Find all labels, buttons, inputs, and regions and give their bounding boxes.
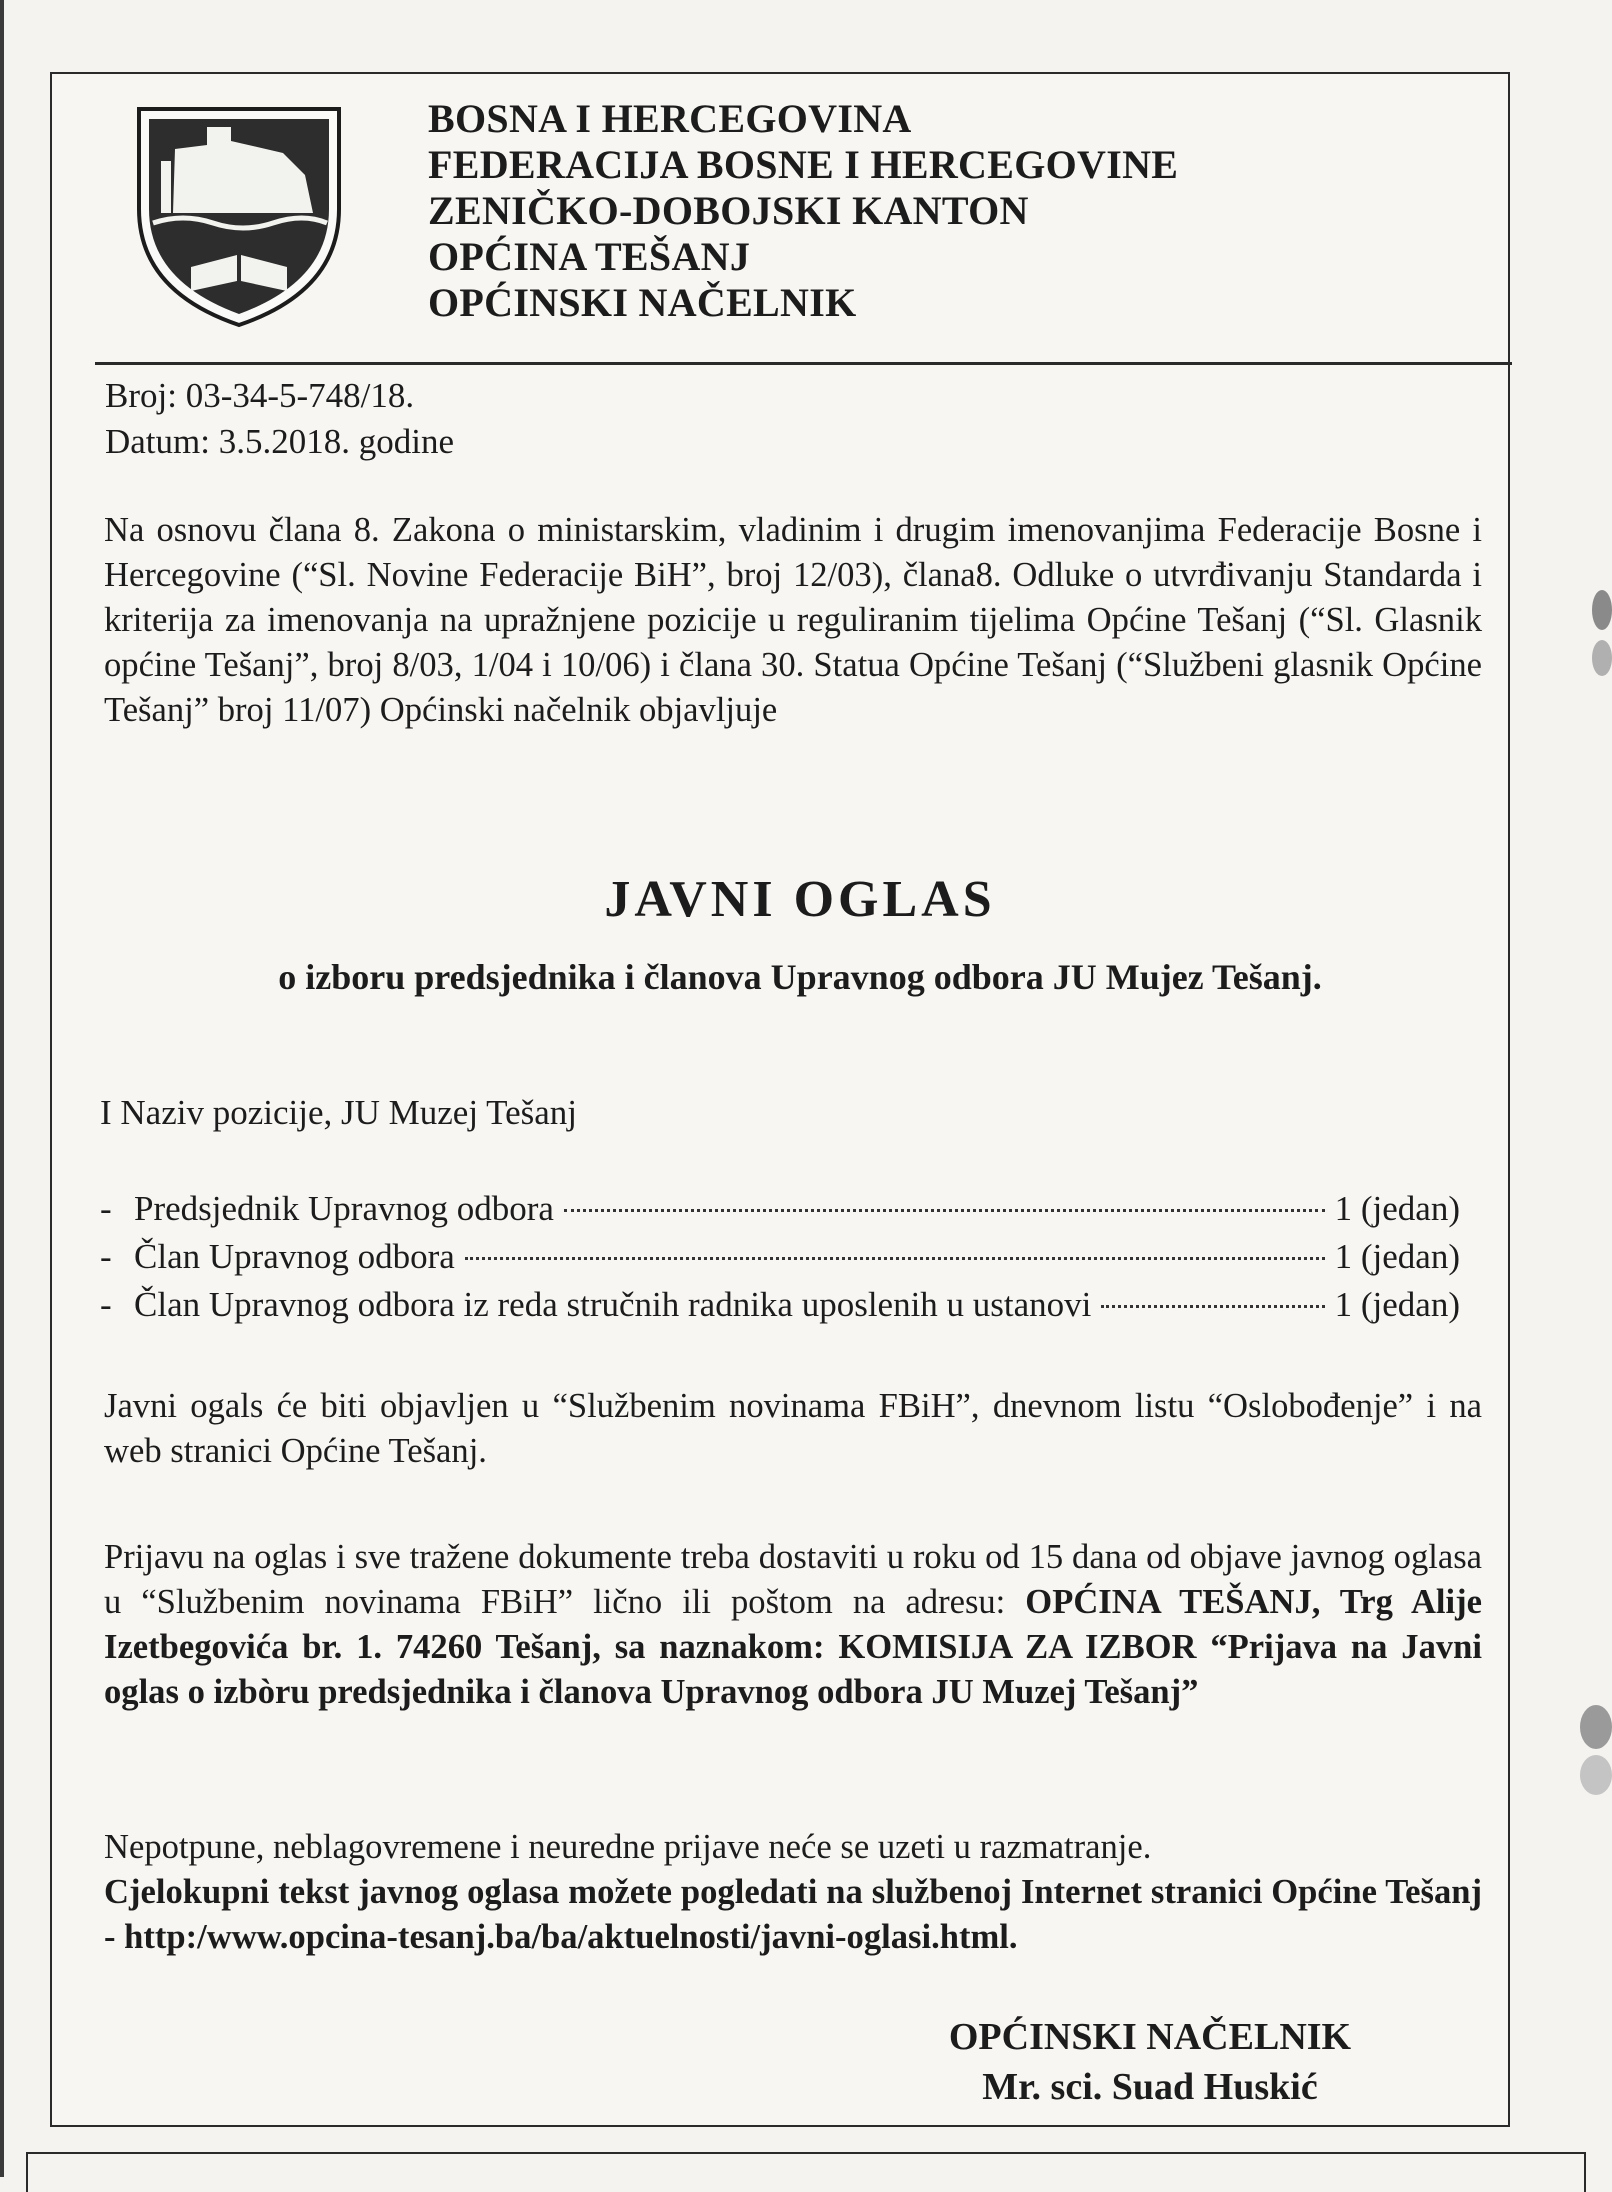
reference-number: Broj: 03-34-5-748/18. — [105, 376, 415, 415]
header-country: BOSNA I HERCEGOVINA — [428, 96, 912, 141]
reference-block — [105, 373, 454, 465]
signature-block — [925, 2012, 1375, 2112]
scan-mark — [1580, 1755, 1612, 1795]
list-item — [100, 1185, 1460, 1233]
position-label: Predsjednik Upravnog odbora — [134, 1189, 554, 1228]
dot-leader — [1101, 1305, 1324, 1308]
position-count: 1 (jedan) — [1334, 1189, 1460, 1228]
scan-mark — [1592, 640, 1612, 676]
signature-name: Mr. sci. Suad Huskić — [982, 2066, 1318, 2108]
next-notice-border — [26, 2152, 1586, 2192]
application-text: Prijavu na oglas i sve tražene dokumente treba dostaviti u roku od 15 dana od objave javnog oglasa u “Službenim novinama FBiH” lično ili poštom na adresu: — [104, 1538, 1482, 1621]
notice-paragraph — [104, 1825, 1482, 1960]
section-heading: I Naziv pozicije, JU Muzej Tešanj — [100, 1093, 578, 1132]
notice-title: JAVNI OGLAS — [604, 871, 996, 928]
dot-leader — [465, 1257, 1325, 1260]
publication-paragraph: Javni ogals će biti objavljen u “Službenim novinama FBiH”, dnevnom listu “Oslobođenje” i na web stranici Općine Tešanj. — [104, 1387, 1482, 1470]
incomplete-applications-note: Nepotpune, neblagovremene i neuredne prijave neće se uzeti u razmatranje. — [104, 1828, 1152, 1866]
list-item — [100, 1233, 1460, 1281]
header-municipality: OPĆINA TEŠANJ — [428, 234, 751, 279]
scan-mark — [1580, 1705, 1612, 1749]
institution-header — [428, 96, 1178, 326]
scan-mark — [1592, 590, 1612, 630]
header-federation: FEDERACIJA BOSNE I HERCEGOVINE — [428, 142, 1179, 187]
header-divider — [95, 362, 1512, 365]
list-item — [100, 1281, 1460, 1329]
list-bullet: - — [100, 1285, 112, 1324]
notice-subtitle: o izboru predsjednika i članova Upravnog odbora JU Mujez Tešanj. — [278, 957, 1322, 997]
header-office: OPĆINSKI NAČELNIK — [428, 280, 857, 325]
application-paragraph — [104, 1535, 1482, 1715]
position-label: Član Upravnog odbora — [134, 1237, 455, 1276]
page-edge — [0, 0, 4, 2177]
dot-leader — [564, 1209, 1325, 1212]
full-text-link-note: Cjelokupni tekst javnog oglasa možete pogledati na službenoj Internet stranici Općine Tešanj - http:/www.opcina-tesanj.ba/ba/aktuelnosti/javni-oglasi.html. — [104, 1873, 1482, 1956]
intro-paragraph: Na osnovu člana 8. Zakona o ministarskim, vladinim i drugim imenovanjima Federacije Bosne i Hercegovine (“Sl. Novine Federacije BiH”, broj 12/03), člana8. Odluke o utvrđivanju Standarda i kriterija za imenovanja na upražnjene pozicije u reguliranim tijelima Općine Tešanj (“Sl. Glasnik općine Tešanj”, broj 8/03, 1/04 i 10/06) i člana 30. Statua Općine Tešanj (“Službeni glasnik Općine Tešanj” broj 11/07) Općinski načelnik objavljuje — [104, 511, 1482, 729]
position-label: Član Upravnog odbora iz reda stručnih radnika uposlenih u ustanovi — [134, 1285, 1092, 1324]
reference-date: Datum: 3.5.2018. godine — [105, 422, 454, 461]
signature-title: OPĆINSKI NAČELNIK — [948, 2016, 1352, 2058]
list-bullet: - — [100, 1237, 112, 1276]
header-canton: ZENIČKO-DOBOJSKI KANTON — [428, 188, 1029, 233]
positions-list — [100, 1185, 1460, 1329]
application-address: OPĆINA TEŠANJ, Trg Alije Izetbegovića br. 1. 74260 Tešanj, sa naznakom: KOMISIJA ZA IZBOR “Prijava na Javni oglas o izbòru predsjednika i članova Upravnog odbora JU Muzej Tešanj” — [104, 1583, 1482, 1711]
position-count: 1 (jedan) — [1334, 1237, 1460, 1276]
position-count: 1 (jedan) — [1334, 1285, 1460, 1324]
list-bullet: - — [100, 1189, 112, 1228]
coat-of-arms-icon — [133, 101, 345, 329]
